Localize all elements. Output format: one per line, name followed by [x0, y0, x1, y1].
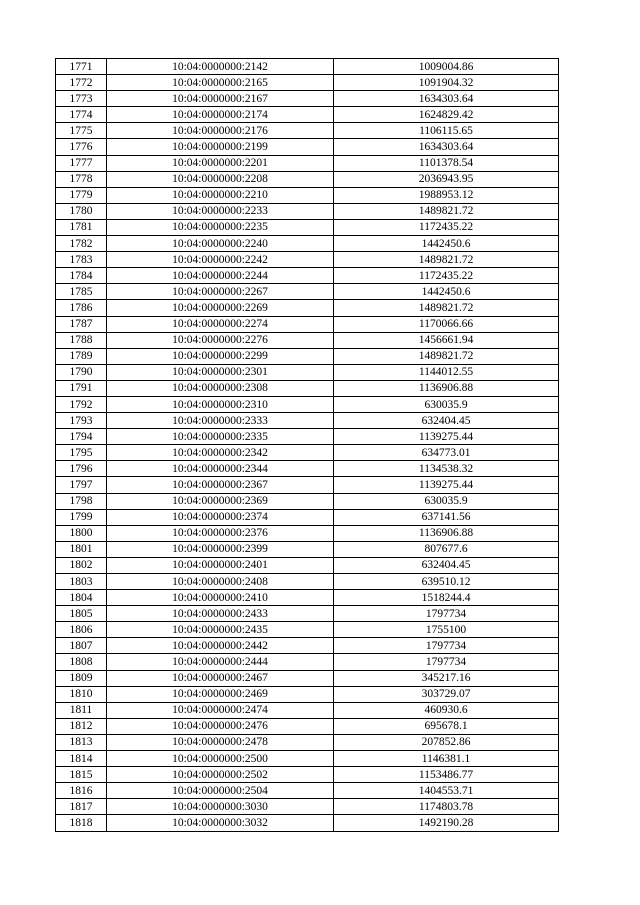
row-number-cell: 1804 — [56, 590, 107, 606]
value-cell: 1489821.72 — [334, 252, 559, 268]
cadastral-number-cell: 10:04:0000000:3030 — [107, 799, 334, 815]
row-number-cell: 1778 — [56, 171, 107, 187]
row-number-cell: 1788 — [56, 332, 107, 348]
cadastral-number-cell: 10:04:0000000:2444 — [107, 654, 334, 670]
cadastral-number-cell: 10:04:0000000:2174 — [107, 107, 334, 123]
cadastral-number-cell: 10:04:0000000:2500 — [107, 751, 334, 767]
row-number-cell: 1786 — [56, 300, 107, 316]
row-number-cell: 1779 — [56, 187, 107, 203]
table-row — [56, 59, 559, 75]
row-number-cell: 1793 — [56, 413, 107, 429]
value-cell: 630035.9 — [334, 396, 559, 412]
value-cell: 637141.56 — [334, 509, 559, 525]
table-row — [56, 139, 559, 155]
value-cell: 1091904.32 — [334, 75, 559, 91]
cadastral-number-cell: 10:04:0000000:2333 — [107, 413, 334, 429]
table-row — [56, 509, 559, 525]
row-number-cell: 1783 — [56, 252, 107, 268]
cadastral-number-cell: 10:04:0000000:2504 — [107, 783, 334, 799]
table-row — [56, 107, 559, 123]
row-number-cell: 1812 — [56, 718, 107, 734]
cadastral-number-cell: 10:04:0000000:2208 — [107, 171, 334, 187]
table-row — [56, 316, 559, 332]
cadastral-number-cell: 10:04:0000000:2469 — [107, 686, 334, 702]
value-cell: 1146381.1 — [334, 751, 559, 767]
value-cell: 1634303.64 — [334, 139, 559, 155]
row-number-cell: 1808 — [56, 654, 107, 670]
cadastral-number-cell: 10:04:0000000:2442 — [107, 638, 334, 654]
cadastral-number-cell: 10:04:0000000:2235 — [107, 219, 334, 235]
table-row — [56, 429, 559, 445]
cadastral-number-cell: 10:04:0000000:2165 — [107, 75, 334, 91]
cadastral-number-cell: 10:04:0000000:2142 — [107, 59, 334, 75]
value-cell: 1153486.77 — [334, 767, 559, 783]
row-number-cell: 1776 — [56, 139, 107, 155]
table-row — [56, 799, 559, 815]
value-cell: 1988953.12 — [334, 187, 559, 203]
row-number-cell: 1797 — [56, 477, 107, 493]
value-cell: 1009004.86 — [334, 59, 559, 75]
table-row — [56, 236, 559, 252]
cadastral-number-cell: 10:04:0000000:2308 — [107, 380, 334, 396]
cadastral-number-cell: 10:04:0000000:2467 — [107, 670, 334, 686]
value-cell: 1442450.6 — [334, 236, 559, 252]
value-cell: 1101378.54 — [334, 155, 559, 171]
row-number-cell: 1803 — [56, 574, 107, 590]
value-cell: 1489821.72 — [334, 300, 559, 316]
table-row — [56, 171, 559, 187]
cadastral-number-cell: 10:04:0000000:2244 — [107, 268, 334, 284]
cadastral-number-cell: 10:04:0000000:2344 — [107, 461, 334, 477]
value-cell: 1797734 — [334, 606, 559, 622]
value-cell: 632404.45 — [334, 557, 559, 573]
row-number-cell: 1805 — [56, 606, 107, 622]
cadastral-number-cell: 10:04:0000000:2433 — [107, 606, 334, 622]
cadastral-number-cell: 10:04:0000000:2267 — [107, 284, 334, 300]
table-row — [56, 252, 559, 268]
row-number-cell: 1782 — [56, 236, 107, 252]
table-row — [56, 348, 559, 364]
table-row — [56, 493, 559, 509]
value-cell: 2036943.95 — [334, 171, 559, 187]
cadastral-number-cell: 10:04:0000000:2274 — [107, 316, 334, 332]
table-row — [56, 284, 559, 300]
table-row — [56, 203, 559, 219]
row-number-cell: 1800 — [56, 525, 107, 541]
row-number-cell: 1794 — [56, 429, 107, 445]
cadastral-number-cell: 10:04:0000000:2410 — [107, 590, 334, 606]
value-cell: 1172435.22 — [334, 268, 559, 284]
table-row — [56, 525, 559, 541]
cadastral-number-cell: 10:04:0000000:2476 — [107, 718, 334, 734]
table-row — [56, 364, 559, 380]
table-row — [56, 396, 559, 412]
value-cell: 345217.16 — [334, 670, 559, 686]
table-row — [56, 783, 559, 799]
table-row — [56, 461, 559, 477]
row-number-cell: 1784 — [56, 268, 107, 284]
table-row — [56, 445, 559, 461]
cadastral-number-cell: 10:04:0000000:2199 — [107, 139, 334, 155]
table-row — [56, 767, 559, 783]
cadastral-number-cell: 10:04:0000000:2369 — [107, 493, 334, 509]
cadastral-number-cell: 10:04:0000000:2335 — [107, 429, 334, 445]
table-row — [56, 574, 559, 590]
value-cell: 1492190.28 — [334, 815, 559, 831]
row-number-cell: 1787 — [56, 316, 107, 332]
row-number-cell: 1773 — [56, 91, 107, 107]
table-row — [56, 638, 559, 654]
value-cell: 207852.86 — [334, 734, 559, 750]
cadastral-number-cell: 10:04:0000000:2269 — [107, 300, 334, 316]
table-row — [56, 702, 559, 718]
value-cell: 1174803.78 — [334, 799, 559, 815]
table-row — [56, 300, 559, 316]
cadastral-number-cell: 10:04:0000000:2301 — [107, 364, 334, 380]
value-cell: 1144012.55 — [334, 364, 559, 380]
value-cell: 1634303.64 — [334, 91, 559, 107]
table-row — [56, 91, 559, 107]
cadastral-number-cell: 10:04:0000000:2374 — [107, 509, 334, 525]
table-row — [56, 751, 559, 767]
cadastral-number-cell: 10:04:0000000:2299 — [107, 348, 334, 364]
cadastral-number-cell: 10:04:0000000:2310 — [107, 396, 334, 412]
row-number-cell: 1811 — [56, 702, 107, 718]
cadastral-number-cell: 10:04:0000000:2167 — [107, 91, 334, 107]
value-cell: 630035.9 — [334, 493, 559, 509]
table-row — [56, 622, 559, 638]
cadastral-value-table — [55, 58, 559, 832]
row-number-cell: 1809 — [56, 670, 107, 686]
row-number-cell: 1781 — [56, 219, 107, 235]
row-number-cell: 1810 — [56, 686, 107, 702]
row-number-cell: 1772 — [56, 75, 107, 91]
row-number-cell: 1817 — [56, 799, 107, 815]
table-row — [56, 380, 559, 396]
value-cell: 1755100 — [334, 622, 559, 638]
value-cell: 634773.01 — [334, 445, 559, 461]
row-number-cell: 1802 — [56, 557, 107, 573]
value-cell: 303729.07 — [334, 686, 559, 702]
row-number-cell: 1813 — [56, 734, 107, 750]
table-row — [56, 123, 559, 139]
table-row — [56, 187, 559, 203]
table-row — [56, 332, 559, 348]
value-cell: 1172435.22 — [334, 219, 559, 235]
table-row — [56, 718, 559, 734]
row-number-cell: 1785 — [56, 284, 107, 300]
cadastral-number-cell: 10:04:0000000:2367 — [107, 477, 334, 493]
table-row — [56, 606, 559, 622]
table-row — [56, 654, 559, 670]
value-cell: 1489821.72 — [334, 348, 559, 364]
value-cell: 1139275.44 — [334, 429, 559, 445]
table-row — [56, 413, 559, 429]
table-row — [56, 734, 559, 750]
cadastral-number-cell: 10:04:0000000:2502 — [107, 767, 334, 783]
table-row — [56, 686, 559, 702]
row-number-cell: 1780 — [56, 203, 107, 219]
table-row — [56, 557, 559, 573]
value-cell: 1170066.66 — [334, 316, 559, 332]
row-number-cell: 1777 — [56, 155, 107, 171]
row-number-cell: 1774 — [56, 107, 107, 123]
cadastral-number-cell: 10:04:0000000:2176 — [107, 123, 334, 139]
row-number-cell: 1790 — [56, 364, 107, 380]
value-cell: 1489821.72 — [334, 203, 559, 219]
value-cell: 1624829.42 — [334, 107, 559, 123]
value-cell: 1797734 — [334, 638, 559, 654]
cadastral-number-cell: 10:04:0000000:2376 — [107, 525, 334, 541]
table-row — [56, 219, 559, 235]
row-number-cell: 1789 — [56, 348, 107, 364]
cadastral-number-cell: 10:04:0000000:2408 — [107, 574, 334, 590]
row-number-cell: 1814 — [56, 751, 107, 767]
value-cell: 807677.6 — [334, 541, 559, 557]
row-number-cell: 1771 — [56, 59, 107, 75]
table-row — [56, 590, 559, 606]
value-cell: 1404553.71 — [334, 783, 559, 799]
table-row — [56, 155, 559, 171]
table-row — [56, 477, 559, 493]
cadastral-number-cell: 10:04:0000000:2240 — [107, 236, 334, 252]
table-body — [56, 59, 559, 832]
row-number-cell: 1791 — [56, 380, 107, 396]
row-number-cell: 1799 — [56, 509, 107, 525]
table-row — [56, 75, 559, 91]
value-cell: 1797734 — [334, 654, 559, 670]
cadastral-number-cell: 10:04:0000000:2276 — [107, 332, 334, 348]
value-cell: 1442450.6 — [334, 284, 559, 300]
row-number-cell: 1818 — [56, 815, 107, 831]
value-cell: 632404.45 — [334, 413, 559, 429]
cadastral-number-cell: 10:04:0000000:2233 — [107, 203, 334, 219]
value-cell: 460930.6 — [334, 702, 559, 718]
table-row — [56, 670, 559, 686]
value-cell: 1456661.94 — [334, 332, 559, 348]
value-cell: 1136906.88 — [334, 525, 559, 541]
table-row — [56, 268, 559, 284]
cadastral-number-cell: 10:04:0000000:2435 — [107, 622, 334, 638]
cadastral-number-cell: 10:04:0000000:3032 — [107, 815, 334, 831]
row-number-cell: 1801 — [56, 541, 107, 557]
row-number-cell: 1798 — [56, 493, 107, 509]
cadastral-number-cell: 10:04:0000000:2201 — [107, 155, 334, 171]
row-number-cell: 1795 — [56, 445, 107, 461]
row-number-cell: 1815 — [56, 767, 107, 783]
value-cell: 1134538.32 — [334, 461, 559, 477]
cadastral-number-cell: 10:04:0000000:2242 — [107, 252, 334, 268]
table-row — [56, 541, 559, 557]
cadastral-number-cell: 10:04:0000000:2474 — [107, 702, 334, 718]
value-cell: 1106115.65 — [334, 123, 559, 139]
value-cell: 1139275.44 — [334, 477, 559, 493]
value-cell: 695678.1 — [334, 718, 559, 734]
row-number-cell: 1796 — [56, 461, 107, 477]
row-number-cell: 1816 — [56, 783, 107, 799]
cadastral-number-cell: 10:04:0000000:2342 — [107, 445, 334, 461]
value-cell: 639510.12 — [334, 574, 559, 590]
value-cell: 1518244.4 — [334, 590, 559, 606]
row-number-cell: 1807 — [56, 638, 107, 654]
row-number-cell: 1792 — [56, 396, 107, 412]
cadastral-number-cell: 10:04:0000000:2210 — [107, 187, 334, 203]
cadastral-number-cell: 10:04:0000000:2401 — [107, 557, 334, 573]
row-number-cell: 1806 — [56, 622, 107, 638]
table-row — [56, 815, 559, 831]
cadastral-number-cell: 10:04:0000000:2478 — [107, 734, 334, 750]
row-number-cell: 1775 — [56, 123, 107, 139]
cadastral-number-cell: 10:04:0000000:2399 — [107, 541, 334, 557]
value-cell: 1136906.88 — [334, 380, 559, 396]
